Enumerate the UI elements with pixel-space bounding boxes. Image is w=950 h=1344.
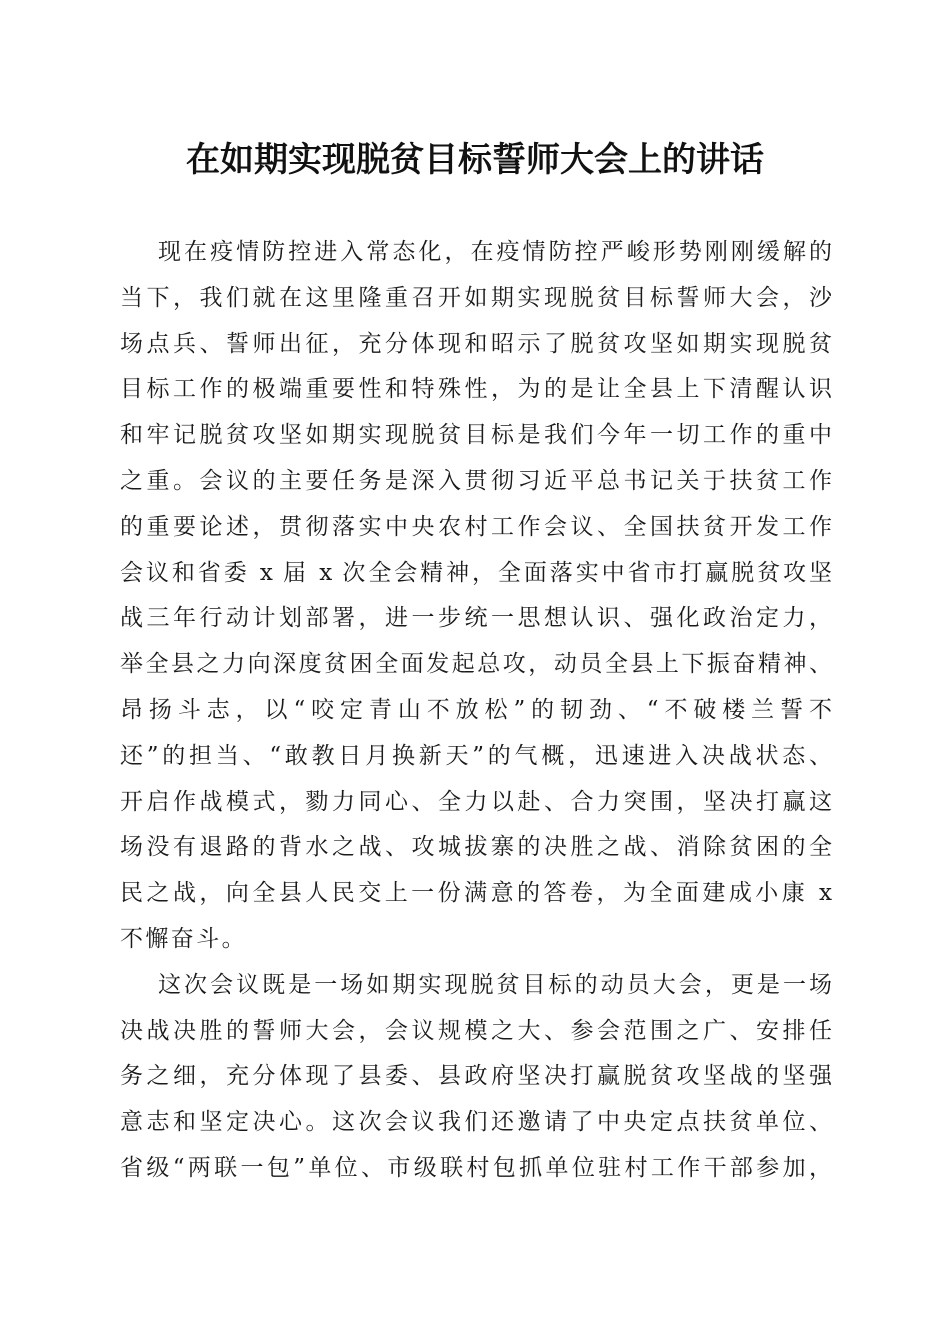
- text-line: 意志和坚定决心。这次会议我们还邀请了中央定点扶贫单位、: [120, 1109, 832, 1136]
- paragraph-2: [120, 963, 832, 1192]
- document-body: [120, 230, 832, 1192]
- text-line: 民之战，向全县人民交上一份满意的答卷，为全面建成小康 x: [120, 880, 832, 907]
- text-line: 战三年行动计划部署，进一步统一思想认识、强化政治定力，: [120, 605, 832, 632]
- text-line: 之重。会议的主要任务是深入贯彻习近平总书记关于扶贫工作: [120, 467, 832, 494]
- text-line: 不懈奋斗。: [120, 925, 247, 952]
- text-line: 目标工作的极端重要性和特殊性，为的是让全县上下清醒认识: [120, 376, 832, 403]
- text-line: 务之细，充分体现了县委、县政府坚决打赢脱贫攻坚战的坚强: [120, 1063, 832, 1090]
- paragraph-1: [120, 230, 832, 963]
- text-line: 场点兵、誓师出征，充分体现和昭示了脱贫攻坚如期实现脱贫: [120, 330, 832, 357]
- text-line: 省级“两联一包”单位、市级联村包抓单位驻村工作干部参加，: [120, 1154, 832, 1181]
- text-line: 当下，我们就在这里隆重召开如期实现脱贫目标誓师大会，沙: [120, 284, 832, 311]
- text-line: 和牢记脱贫攻坚如期实现脱贫目标是我们今年一切工作的重中: [120, 422, 832, 449]
- text-line: 这次会议既是一场如期实现脱贫目标的动员大会，更是一场: [158, 971, 832, 998]
- text-line: 会议和省委 x 届 x 次全会精神，全面落实中省市打赢脱贫攻坚: [120, 559, 832, 586]
- text-line: 昂扬斗志，以“咬定青山不放松”的韧劲、“不破楼兰誓不: [120, 696, 832, 723]
- text-line: 决战决胜的誓师大会，会议规模之大、参会范围之广、安排任: [120, 1017, 832, 1044]
- text-line: 现在疫情防控进入常态化，在疫情防控严峻形势刚刚缓解的: [158, 239, 832, 265]
- text-line: 的重要论述，贯彻落实中央农村工作会议、全国扶贫开发工作: [120, 513, 832, 540]
- document-title: 在如期实现脱贫目标誓师大会上的讲话: [186, 140, 764, 180]
- text-line: 还”的担当、“敢教日月换新天”的气概，迅速进入决战状态、: [120, 742, 832, 769]
- text-line: 开启作战模式，勠力同心、全力以赴、合力突围，坚决打赢这: [120, 788, 832, 815]
- text-line: 场没有退路的背水之战、攻城拔寨的决胜之战、消除贫困的全: [120, 834, 832, 861]
- text-line: 举全县之力向深度贫困全面发起总攻，动员全县上下振奋精神、: [120, 651, 832, 678]
